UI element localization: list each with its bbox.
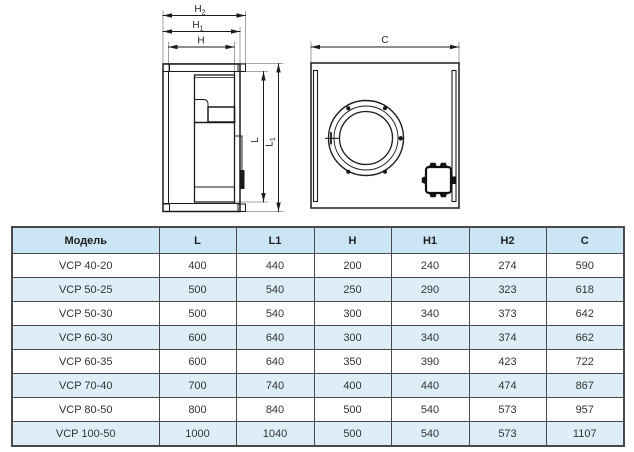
- dim-label-l1: $L_1$: [264, 137, 277, 147]
- fan-module: [195, 75, 235, 202]
- dimension-value-cell: 618: [546, 278, 624, 302]
- dimensions-table-body: [12, 254, 624, 447]
- dimension-value-cell: 300: [314, 326, 391, 350]
- dimension-value-cell: 200: [314, 254, 391, 278]
- dimension-value-cell: 423: [469, 350, 546, 374]
- dimension-value-cell: 1000: [159, 422, 236, 447]
- dimension-value-cell: 500: [159, 278, 236, 302]
- front-view-drawing: [311, 35, 459, 208]
- dimension-value-cell: 867: [546, 374, 624, 398]
- model-cell: VCP 60-30: [12, 326, 159, 350]
- motor-box: [208, 107, 235, 122]
- inlet-circle: [326, 101, 404, 176]
- dimension-lines: [163, 16, 279, 212]
- dimension-value-cell: 700: [159, 374, 236, 398]
- dimension-value-cell: 500: [159, 302, 236, 326]
- dimension-value-cell: 340: [391, 302, 469, 326]
- dim-label-l: L: [250, 137, 261, 143]
- dimension-value-cell: 500: [314, 398, 391, 422]
- model-cell: VCP 100-50: [12, 422, 159, 447]
- table-row: [12, 374, 624, 398]
- dimension-value-cell: 400: [314, 374, 391, 398]
- dimension-value-cell: 240: [391, 254, 469, 278]
- dimension-value-cell: 374: [469, 326, 546, 350]
- dimension-value-cell: 1040: [236, 422, 314, 447]
- dimension-value-cell: 600: [159, 326, 236, 350]
- table-row: [12, 254, 624, 278]
- table-row: [12, 278, 624, 302]
- dimension-value-cell: 573: [469, 398, 546, 422]
- dimension-value-cell: 573: [469, 422, 546, 447]
- dimension-value-cell: 540: [391, 398, 469, 422]
- table-row: [12, 326, 624, 350]
- dimension-value-cell: 390: [391, 350, 469, 374]
- dimension-value-cell: 840: [236, 398, 314, 422]
- column-header: L1: [236, 227, 314, 254]
- dimension-value-cell: 250: [314, 278, 391, 302]
- dimension-value-cell: 642: [546, 302, 624, 326]
- dimension-value-cell: 323: [469, 278, 546, 302]
- dimension-value-cell: 600: [159, 350, 236, 374]
- dimension-value-cell: 290: [391, 278, 469, 302]
- dimension-value-cell: 722: [546, 350, 624, 374]
- dim-label-c: C: [381, 35, 389, 46]
- model-cell: VCP 50-30: [12, 302, 159, 326]
- dimension-value-cell: 373: [469, 302, 546, 326]
- dimension-value-cell: 640: [236, 326, 314, 350]
- model-cell: VCP 70-40: [12, 374, 159, 398]
- side-view-housing: [163, 64, 246, 212]
- dimension-value-cell: 500: [314, 422, 391, 447]
- dimension-value-cell: 540: [236, 302, 314, 326]
- dimension-value-cell: 1107: [546, 422, 624, 447]
- dimension-value-cell: 640: [236, 350, 314, 374]
- dimension-value-cell: 274: [469, 254, 546, 278]
- side-view-drawing: [163, 4, 283, 212]
- dimension-value-cell: 957: [546, 398, 624, 422]
- dimension-value-cell: 540: [391, 422, 469, 447]
- dim-label-h2: $H_2$: [194, 4, 206, 17]
- dim-label-h: H: [197, 35, 205, 47]
- dimensions-table-header-row: [12, 227, 624, 254]
- table-row: [12, 422, 624, 447]
- dimension-value-cell: 340: [391, 326, 469, 350]
- dimension-value-cell: 440: [236, 254, 314, 278]
- column-header: H2: [469, 227, 546, 254]
- dimension-value-cell: 400: [159, 254, 236, 278]
- column-header: Модель: [12, 227, 159, 254]
- dim-label-h1: $H_1$: [192, 20, 204, 33]
- junction-box: [422, 163, 456, 197]
- table-row: [12, 350, 624, 374]
- column-header: H1: [391, 227, 469, 254]
- column-header: L: [159, 227, 236, 254]
- dimensions-table: [11, 226, 625, 447]
- dimension-value-cell: 800: [159, 398, 236, 422]
- model-cell: VCP 40-20: [12, 254, 159, 278]
- model-cell: VCP 60-35: [12, 350, 159, 374]
- dimension-value-cell: 740: [236, 374, 314, 398]
- dimension-value-cell: 474: [469, 374, 546, 398]
- column-header: C: [546, 227, 624, 254]
- dimension-value-cell: 662: [546, 326, 624, 350]
- dimension-value-cell: 350: [314, 350, 391, 374]
- extension-lines: [163, 11, 283, 212]
- dimension-value-cell: 540: [236, 278, 314, 302]
- dimension-value-cell: 300: [314, 302, 391, 326]
- left-flange-strip: [314, 71, 318, 202]
- model-cell: VCP 50-25: [12, 278, 159, 302]
- dimension-value-cell: 590: [546, 254, 624, 278]
- dimension-value-cell: 440: [391, 374, 469, 398]
- column-header: H: [314, 227, 391, 254]
- table-row: [12, 398, 624, 422]
- model-cell: VCP 80-50: [12, 398, 159, 422]
- table-row: [12, 302, 624, 326]
